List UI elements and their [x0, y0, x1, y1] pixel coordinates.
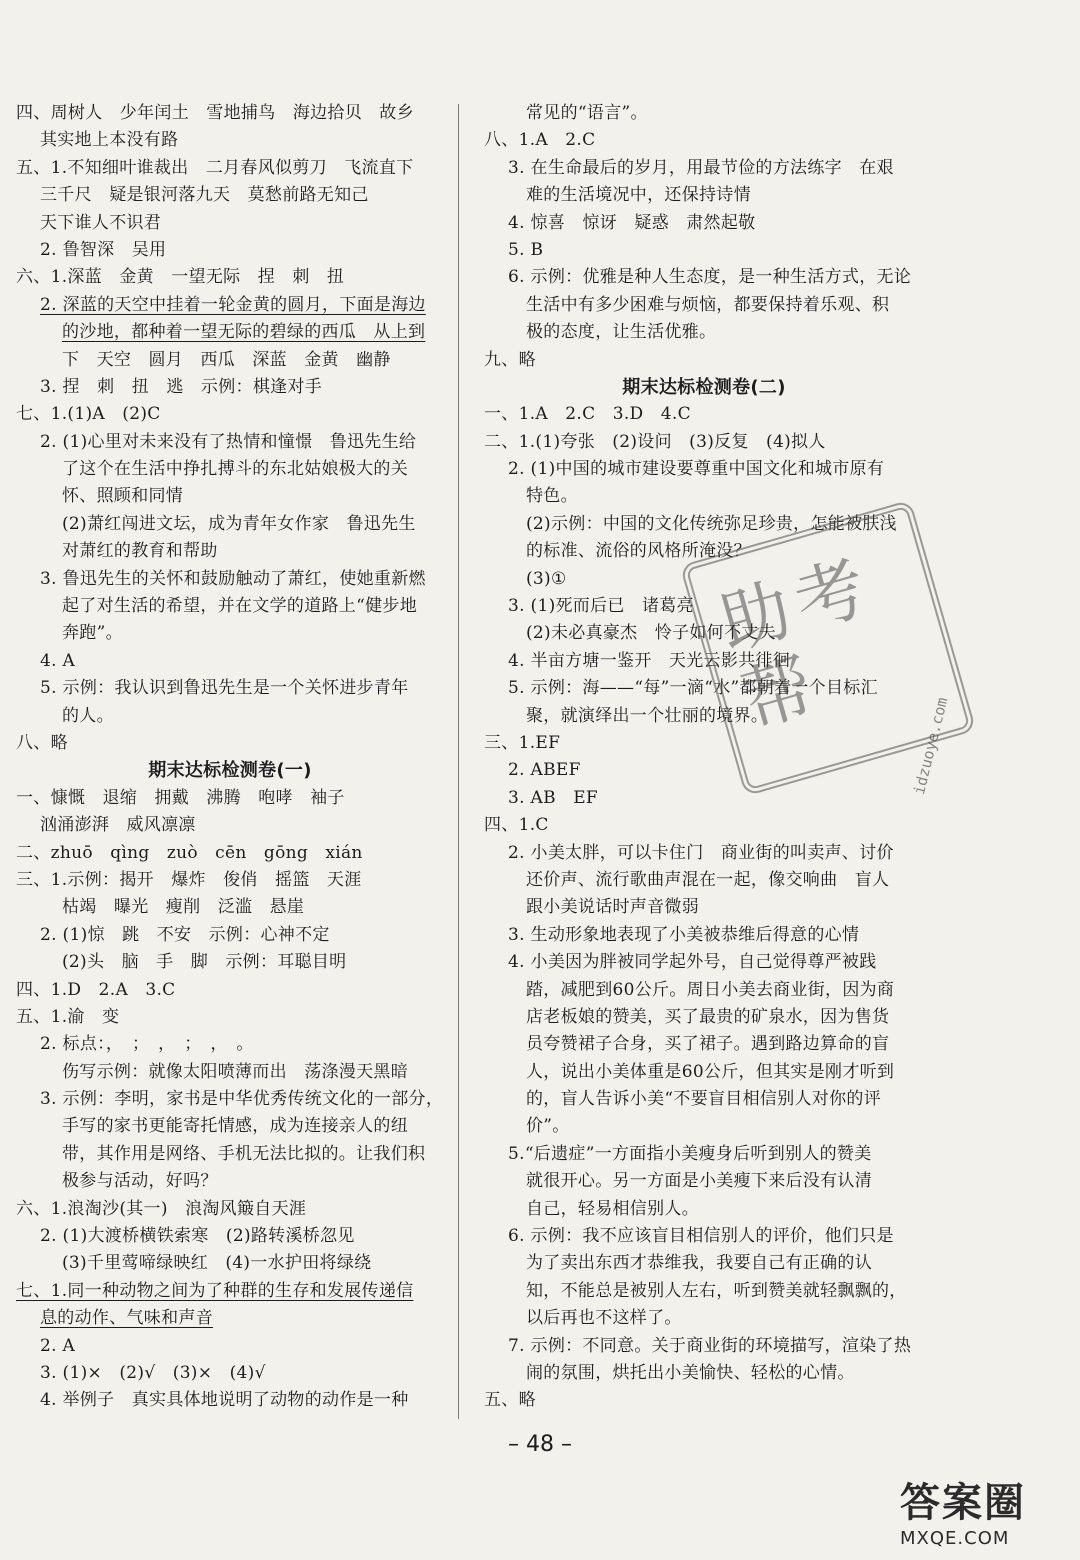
- answer-line: 4. A: [40, 650, 76, 671]
- answer-line: 4. 惊喜 惊讶 疑惑 肃然起敬: [508, 212, 756, 233]
- answer-line: 2. (1)中国的城市建设要尊重中国文化和城市原有: [508, 459, 885, 480]
- answer-line: 了这个在生活中挣扎搏斗的东北姑娘极大的关: [62, 459, 408, 480]
- answer-line: 四、1.C: [484, 815, 549, 836]
- answer-line: 二、1.(1)夸张 (2)设问 (3)反复 (4)拟人: [484, 431, 826, 452]
- answer-line: 3. AB EF: [508, 787, 598, 808]
- answer-line: 枯竭 曝光 瘦削 泛滥 悬崖: [62, 897, 305, 918]
- answer-line: 六、1.深蓝 金黄 一望无际 捏 刺 扭: [16, 267, 345, 288]
- answer-line: (3)①: [526, 568, 567, 589]
- page-number: – 48 –: [508, 1432, 572, 1457]
- answer-line: 三、1.示例：揭开 爆炸 俊俏 摇篮 天涯: [16, 869, 362, 890]
- answer-line: 2. 深蓝的天空中挂着一轮金黄的圆月，下面是海边: [40, 294, 426, 315]
- answer-line: 奔跑”。: [62, 623, 123, 644]
- answer-line: 2. 标点：， ； ， ； ， 。: [40, 1034, 254, 1055]
- answer-line: 2. A: [40, 1335, 76, 1356]
- answer-line: 还价声、流行歌曲声混在一起，像交响曲 盲人: [526, 869, 890, 890]
- answer-line: 就很开心。另一方面是小美瘦下来后没有认清: [526, 1171, 872, 1192]
- answer-line: 七、1.(1)A (2)C: [16, 404, 161, 425]
- section-title: 期末达标检测卷(二): [622, 376, 786, 398]
- answer-line: 价”。: [526, 1116, 570, 1137]
- answer-line: 起了对生活的希望，并在文学的道路上“健步地: [62, 596, 417, 617]
- answer-line: 三、1.EF: [484, 732, 561, 753]
- answer-line: 4. 半亩方塘一鉴开 天光云影共徘徊: [508, 650, 791, 671]
- answer-line: 5. 示例：我认识到鲁迅先生是一个关怀进步青年: [40, 678, 409, 699]
- answer-line: 四、周树人 少年闰土 雪地捕鸟 海边拾贝 故乡: [16, 103, 414, 123]
- answer-line: (2)示例：中国的文化传统弥足珍贵，怎能被肤浅: [526, 513, 897, 534]
- answer-line: 3. 在生命最后的岁月，用最节俭的方法练字 在艰: [508, 157, 894, 178]
- answer-line: 五、1.渝 变: [16, 1006, 120, 1027]
- answer-line: 下 天空 圆月 西瓜 深蓝 金黄 幽静: [62, 349, 391, 370]
- watermark-text: 答案圈: [900, 1480, 1026, 1526]
- answer-line: 2. 鲁智深 吴用: [40, 239, 167, 260]
- answer-line: 六、1.浪淘沙(其一) 浪淘风簸自天涯: [16, 1198, 307, 1219]
- answer-line: 天下谁人不识君: [40, 212, 162, 233]
- answer-line: 跟小美说话时声音微弱: [526, 897, 699, 918]
- section-title: 期末达标检测卷(一): [148, 760, 312, 782]
- answer-line: 5. B: [508, 239, 544, 260]
- answer-line: 特色。: [526, 486, 578, 507]
- answer-line: 七、1.同一种动物之间为了种群的生存和发展传递信: [16, 1280, 414, 1301]
- answer-line: 店老板娘的赞美，买了最贵的矿泉水，因为售货: [526, 1006, 890, 1027]
- column-divider: [458, 104, 459, 1419]
- watermark-logo: [900, 1478, 1076, 1554]
- answer-line: 的沙地，都种着一望无际的碧绿的西瓜 从上到: [62, 322, 426, 343]
- answer-line: 员夸赞裙子合身，买了裙子。遇到路边算命的盲: [526, 1034, 890, 1055]
- answer-line: 4. 举例子 真实具体地说明了动物的动作是一种: [40, 1390, 409, 1411]
- answer-line: 一、1.A 2.C 3.D 4.C: [484, 404, 691, 425]
- answer-line: 2. (1)惊 跳 不安 示例：心神不定: [40, 924, 330, 945]
- answer-line: 2. ABEF: [508, 760, 581, 781]
- answer-line: 八、略: [16, 732, 68, 753]
- answer-line: 踏，减肥到60公斤。周日小美去商业街，因为商: [526, 979, 895, 1000]
- answer-line: 2. 小美太胖，可以卡住门 商业街的叫卖声、讨价: [508, 842, 894, 863]
- answer-line: 聚，就演绎出一个壮丽的境界。: [526, 705, 769, 726]
- answer-line: 九、略: [484, 349, 536, 370]
- answer-line: 其实地上本没有路: [40, 130, 179, 151]
- answer-line: 四、1.D 2.A 3.C: [16, 979, 176, 1000]
- answer-line: (2)头 脑 手 脚 示例：耳聪目明: [62, 952, 347, 973]
- answer-line: (2)未必真豪杰 怜子如何不丈夫: [526, 623, 776, 644]
- answer-line: 自己，轻易相信别人。: [526, 1198, 699, 1219]
- answer-line: 3. 生动形象地表现了小美被恭维后得意的心情: [508, 924, 860, 945]
- answer-line: 为了卖出东西才恭维我，我要自己有正确的认: [526, 1253, 872, 1274]
- answer-line: 三千尺 疑是银河落九天 莫愁前路无知己: [40, 185, 369, 206]
- answer-line: 手写的家书更能寄托情感，成为连接亲人的纽: [62, 1116, 408, 1137]
- answer-line: 常见的“语言”。: [526, 103, 648, 123]
- answer-line: 五、略: [484, 1390, 536, 1411]
- answer-line: 以后再也不这样了。: [526, 1308, 682, 1329]
- answer-line: 3. (1)× (2)√ (3)× (4)√: [40, 1362, 266, 1383]
- answer-line: 3. 鲁迅先生的关怀和鼓励触动了萧红，使她重新燃: [40, 568, 426, 589]
- answer-line: 2. (1)心里对未来没有了热情和憧憬 鲁迅先生给: [40, 431, 417, 452]
- answer-line: 6. 示例：优雅是种人生态度，是一种生活方式，无论: [508, 267, 912, 288]
- answer-line: 二、zhuō qìng zuò cēn gōng xián: [16, 842, 363, 863]
- answer-line: 3. 捏 刺 扭 逃 示例：棋逢对手: [40, 376, 323, 397]
- answer-line: 的标准、流俗的风格所淹没？: [526, 541, 751, 562]
- answer-line: 5.“后遗症”一方面指小美瘦身后听到别人的赞美: [508, 1143, 872, 1164]
- answer-line: (3)千里莺啼绿映红 (4)一水护田将绿绕: [62, 1253, 372, 1274]
- answer-line: 五、1.不知细叶谁裁出 二月春风似剪刀 飞流直下: [16, 157, 414, 178]
- answer-line: 伤写示例：就像太阳喷薄而出 荡涤漫天黑暗: [62, 1061, 408, 1082]
- answer-line: 难的生活境况中，还保持诗情: [526, 185, 751, 206]
- answer-line: 息的动作、气味和声音: [40, 1308, 213, 1329]
- left-column: [16, 100, 444, 1415]
- answer-line: 6. 示例：我不应该盲目相信别人的评价，他们只是: [508, 1226, 894, 1247]
- stamp-url: idzuoye.com: [909, 695, 952, 797]
- answer-line: (2)萧红闯进文坛，成为青年女作家 鲁迅先生: [62, 513, 416, 534]
- answer-line: 极的态度，让生活优雅。: [526, 322, 717, 343]
- answer-line: 对萧红的教育和帮助: [62, 541, 218, 562]
- answer-line: 3. (1)死而后已 诸葛亮: [508, 596, 694, 617]
- answer-line: 极参与活动，好吗？: [62, 1171, 218, 1192]
- answer-line: 生活中有多少困难与烦恼，都要保持着乐观、积: [526, 294, 890, 315]
- answer-line: 人，说出小美体重是60公斤，但其实是刚才听到: [526, 1061, 895, 1082]
- answer-line: 5. 示例：海——“每”一滴“水”都朝着一个目标汇: [508, 678, 878, 699]
- answer-line: 闹的氛围，烘托出小美愉快、轻松的心情。: [526, 1362, 855, 1383]
- answer-line: 知，不能总是被别人左右，听到赞美就轻飘飘的，: [526, 1280, 907, 1301]
- answer-line: 的，盲人告诉小美“不要盲目相信别人对你的评: [526, 1089, 881, 1110]
- stamp-characters: 助考帮: [710, 543, 884, 743]
- answer-line: 7. 示例：不同意。关于商业街的环境描写，渲染了热: [508, 1335, 912, 1356]
- answer-line: 3. 示例：李明，家书是中华优秀传统文化的一部分，: [40, 1089, 444, 1110]
- answer-line: 八、1.A 2.C: [484, 130, 596, 151]
- answer-line: 2. (1)大渡桥横铁索寒 (2)路转溪桥忽见: [40, 1226, 355, 1247]
- answer-line: 4. 小美因为胖被同学起外号，自己觉得尊严被践: [508, 952, 877, 973]
- answer-line: 的人。: [62, 705, 114, 726]
- answer-line: 汹涌澎湃 威风凛凛: [40, 815, 196, 836]
- answer-line: 带，其作用是网络、手机无法比拟的。让我们积: [62, 1143, 426, 1164]
- answer-line: 一、慷慨 退缩 拥戴 沸腾 咆哮 袖子: [16, 787, 345, 808]
- answer-line: 怀、照顾和同情: [62, 486, 184, 507]
- watermark-url: MXQE.COM: [900, 1528, 1010, 1549]
